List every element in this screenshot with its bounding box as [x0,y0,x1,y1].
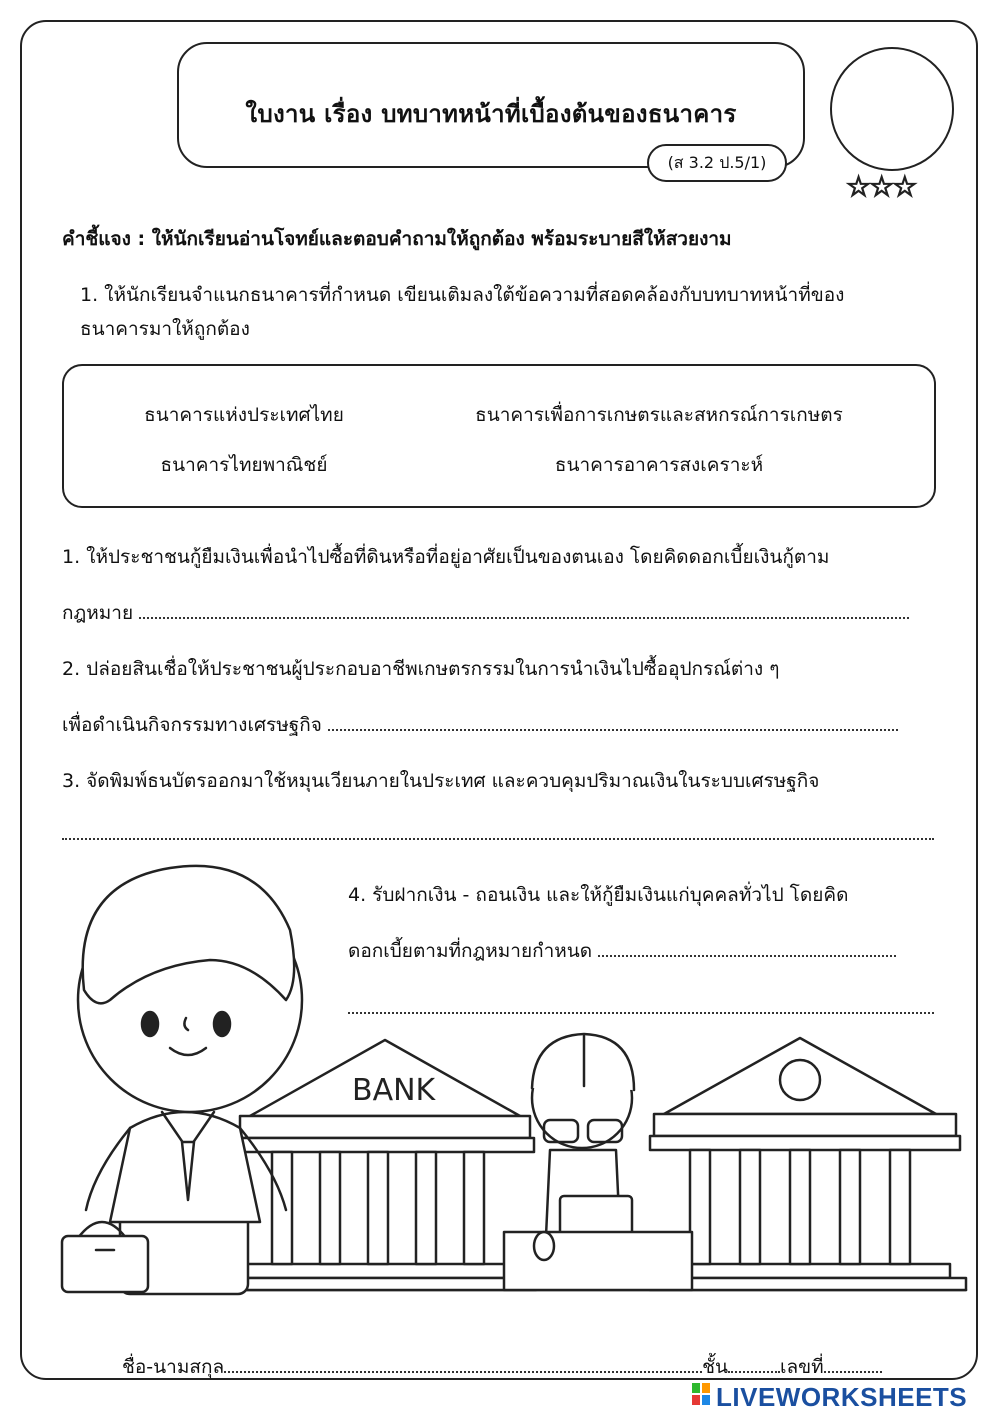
name-label: ชื่อ-นามสกุล [122,1356,225,1378]
instructions: คำชี้แจง : ให้นักเรียนอ่านโจทย์และตอบคำถามให้ถูกต้อง พร้อมระบายสีให้สวยงาม [62,228,732,250]
question-intro-line1: 1. ให้นักเรียนจำแนกธนาคารที่กำหนด เขียนเติมลงใต้ข้อความที่สอดคล้องกับบทบาทหน้าที่ของ [80,284,845,306]
bank-choice[interactable]: ธนาคารไทยพาณิชย์ [160,454,328,476]
rating-stars: ☆☆☆ [846,170,916,203]
question-intro-line2: ธนาคารมาให้ถูกต้อง [80,318,250,340]
question-4-line2: ดอกเบี้ยตามที่กฎหมายกำหนด [348,940,593,962]
brand-name: LIVEWORKSHEETS [716,1382,968,1412]
number-label: เลขที่ [779,1356,824,1378]
bank-building-right [650,1038,966,1290]
bank-sign: BANK [352,1073,436,1108]
question-1-line2: กฎหมาย [62,602,134,624]
number-blank[interactable] [824,1355,882,1373]
teller-character [504,1034,692,1290]
bank-emblem-icon [780,1060,820,1100]
question-4-text: 4. รับฝากเงิน - ถอนเงิน และให้กู้ยืมเงินแก่บุคคลทั่วไป โดยคิด [348,884,849,906]
mouse-icon [534,1232,554,1260]
question-2-text: 2. ปล่อยสินเชื่อให้ประชาชนผู้ประกอบอาชีพเกษตรกรรมในการนำเงินไปซื้ออุปกรณ์ต่าง ๆ [62,658,780,680]
question-3-text: 3. จัดพิมพ์ธนบัตรออกมาใช้หมุนเวียนภายในประเทศ และควบคุมปริมาณเงินในระบบเศรษฐกิจ [62,770,820,792]
name-blank[interactable] [224,1355,702,1373]
desk [504,1232,692,1290]
question-1-text: 1. ให้ประชาชนกู้ยืมเงินเพื่อนำไปซื้อที่ดินหรือที่อยู่อาศัยเป็นของตนเอง โดยคิดดอกเบี้ยเงินกู้ตาม [62,546,830,568]
class-blank[interactable] [728,1355,780,1373]
bank-choice[interactable]: ธนาคารเพื่อการเกษตรและสหกรณ์การเกษตร [475,404,843,426]
curriculum-code: (ส 3.2 ป.5/1) [647,144,787,182]
boy-character [78,866,302,1294]
class-label: ชั้น [702,1356,728,1378]
student-info-footer [122,1352,882,1382]
bank-choice[interactable]: ธนาคารแห่งประเทศไทย [144,404,344,426]
liveworksheets-logo-icon [692,1383,710,1405]
bank-choice[interactable]: ธนาคารอาคารสงเคราะห์ [554,454,764,476]
worksheet-title: ใบงาน เรื่อง บทบาทหน้าที่เบื้องต้นของธนาคาร [245,100,737,128]
question-2-line2: เพื่อดำเนินกิจกรรมทางเศรษฐกิจ [62,714,322,736]
